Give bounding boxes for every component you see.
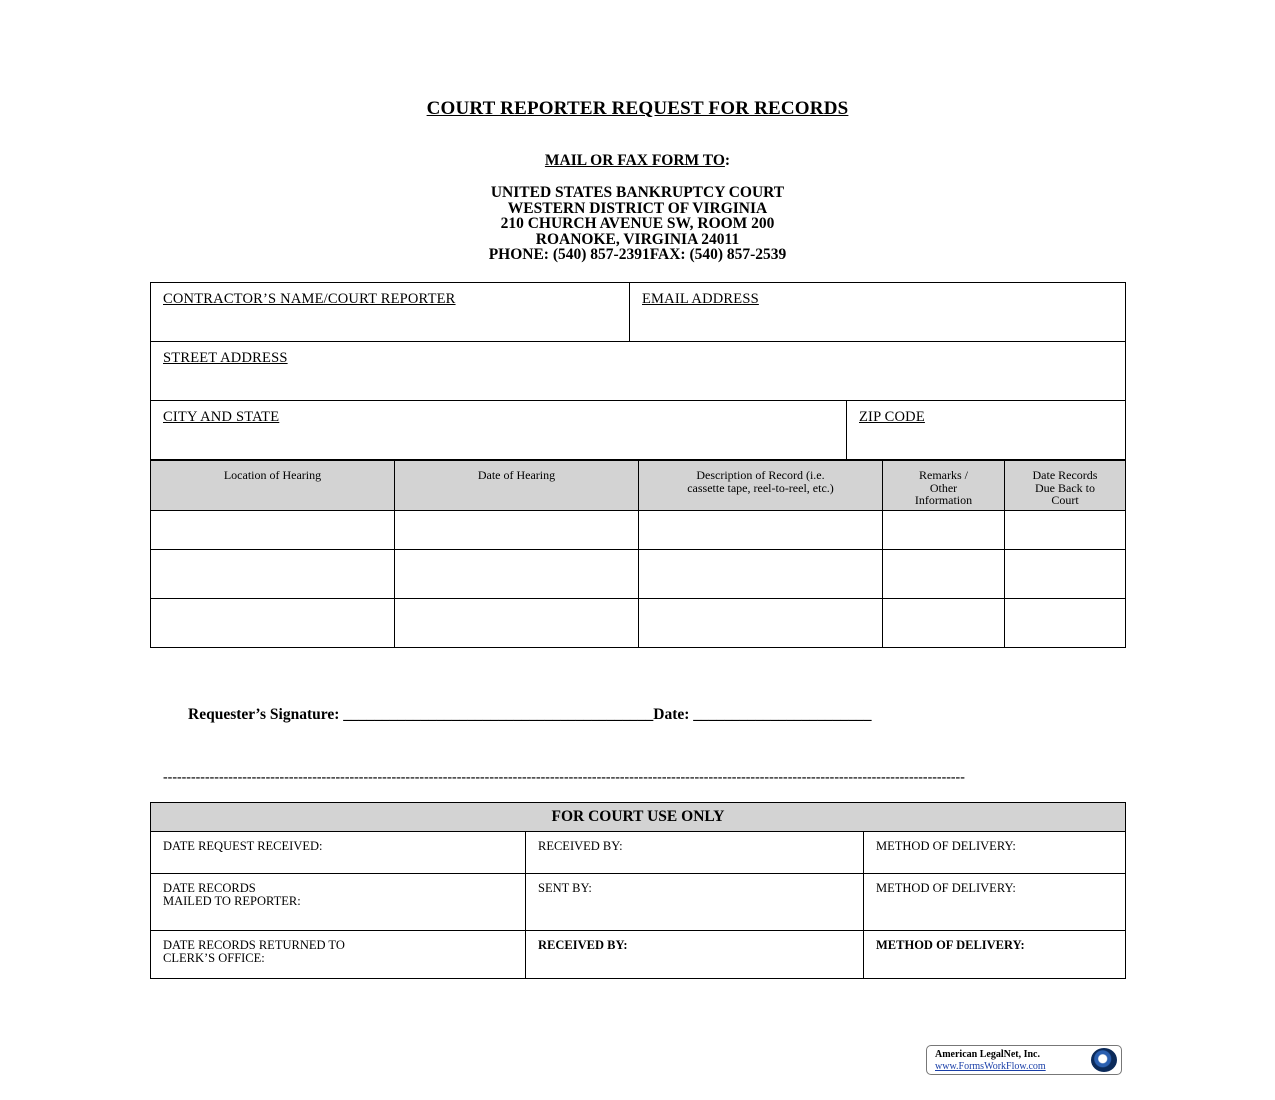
table-row [151,550,1126,599]
method-of-delivery-field[interactable]: METHOD OF DELIVERY: [864,931,1126,979]
method-of-delivery-field[interactable]: METHOD OF DELIVERY: [864,874,1126,931]
table-cell[interactable] [639,511,883,550]
sent-by-field[interactable]: SENT BY: [526,874,864,931]
table-row [151,874,1126,931]
table-cell[interactable] [151,511,395,550]
zip-code-field[interactable] [847,401,1126,460]
received-by-field[interactable]: RECEIVED BY: [526,832,864,874]
table-cell[interactable] [883,599,1005,648]
city-state-field[interactable] [151,401,847,460]
address-line: WESTERN DISTRICT OF VIRGINIA [507,199,768,217]
hearing-records-table [150,460,1126,648]
address-line: ROANOKE, VIRGINIA 24011 [535,230,740,248]
table-cell[interactable] [395,599,639,648]
court-use-table [150,802,1126,979]
contractor-name-field[interactable] [151,283,630,342]
contractor-info-table [150,282,1126,460]
table-cell[interactable] [395,550,639,599]
zip-code-label: ZIP CODE [859,409,925,425]
logo-url-link[interactable]: www.FormsWorkFlow.com [935,1061,1046,1072]
american-legalnet-logo[interactable] [926,1045,1122,1075]
city-state-label: CITY AND STATE [163,409,280,425]
address-line: PHONE: (540) 857-2391FAX: (540) 857-2539 [488,246,787,264]
email-field[interactable] [630,283,1126,342]
street-address-label: STREET ADDRESS [163,350,288,366]
table-row [151,599,1126,648]
table-cell[interactable] [639,599,883,648]
table-row [151,511,1126,550]
address-line: UNITED STATES BANKRUPTCY COURT [490,184,785,201]
mail-instruction: MAIL OR FAX FORM TO: [544,152,731,169]
table-row [151,931,1126,979]
cut-line-separator: ---------------------------------------------------------------------------------------------------------------------------------------------------------------------------- [163,770,965,785]
date-request-received-field[interactable]: DATE REQUEST RECEIVED: [151,832,526,874]
col-header-remarks: Remarks / Other Information [883,461,1005,511]
court-use-title: FOR COURT USE ONLY [151,803,1126,832]
date-records-returned-field[interactable]: DATE RECORDS RETURNED TO CLERK’S OFFICE: [151,931,526,979]
table-cell[interactable] [395,511,639,550]
date-records-mailed-field[interactable]: DATE RECORDS MAILED TO REPORTER: [151,874,526,931]
table-row [151,832,1126,874]
form-title: COURT REPORTER REQUEST FOR RECORDS [426,98,849,119]
globe-icon [1091,1048,1117,1072]
table-cell[interactable] [151,550,395,599]
col-header-date: Date of Hearing [395,461,639,511]
street-address-field[interactable] [151,342,1126,401]
contractor-name-label: CONTRACTOR’S NAME/COURT REPORTER [163,291,456,307]
col-header-due-date: Date Records Due Back to Court [1005,461,1126,511]
method-of-delivery-field[interactable]: METHOD OF DELIVERY: [864,832,1126,874]
table-cell[interactable] [1005,511,1126,550]
court-address [0,185,1275,263]
table-cell[interactable] [151,599,395,648]
received-by-field[interactable]: RECEIVED BY: [526,931,864,979]
table-cell[interactable] [883,550,1005,599]
col-header-location: Location of Hearing [151,461,395,511]
table-cell[interactable] [1005,550,1126,599]
table-header-row [151,461,1126,511]
table-cell[interactable] [639,550,883,599]
table-cell[interactable] [883,511,1005,550]
address-line: 210 CHURCH AVENUE SW, ROOM 200 [500,215,775,233]
logo-company-name: American LegalNet, Inc. [935,1049,1040,1060]
email-label: EMAIL ADDRESS [642,291,759,307]
table-cell[interactable] [1005,599,1126,648]
col-header-description: Description of Record (i.e. cassette tape, reel-to-reel, etc.) [639,461,883,511]
signature-date-line[interactable]: Requester’s Signature: ________________________________________Date: _______________________ [188,706,872,723]
